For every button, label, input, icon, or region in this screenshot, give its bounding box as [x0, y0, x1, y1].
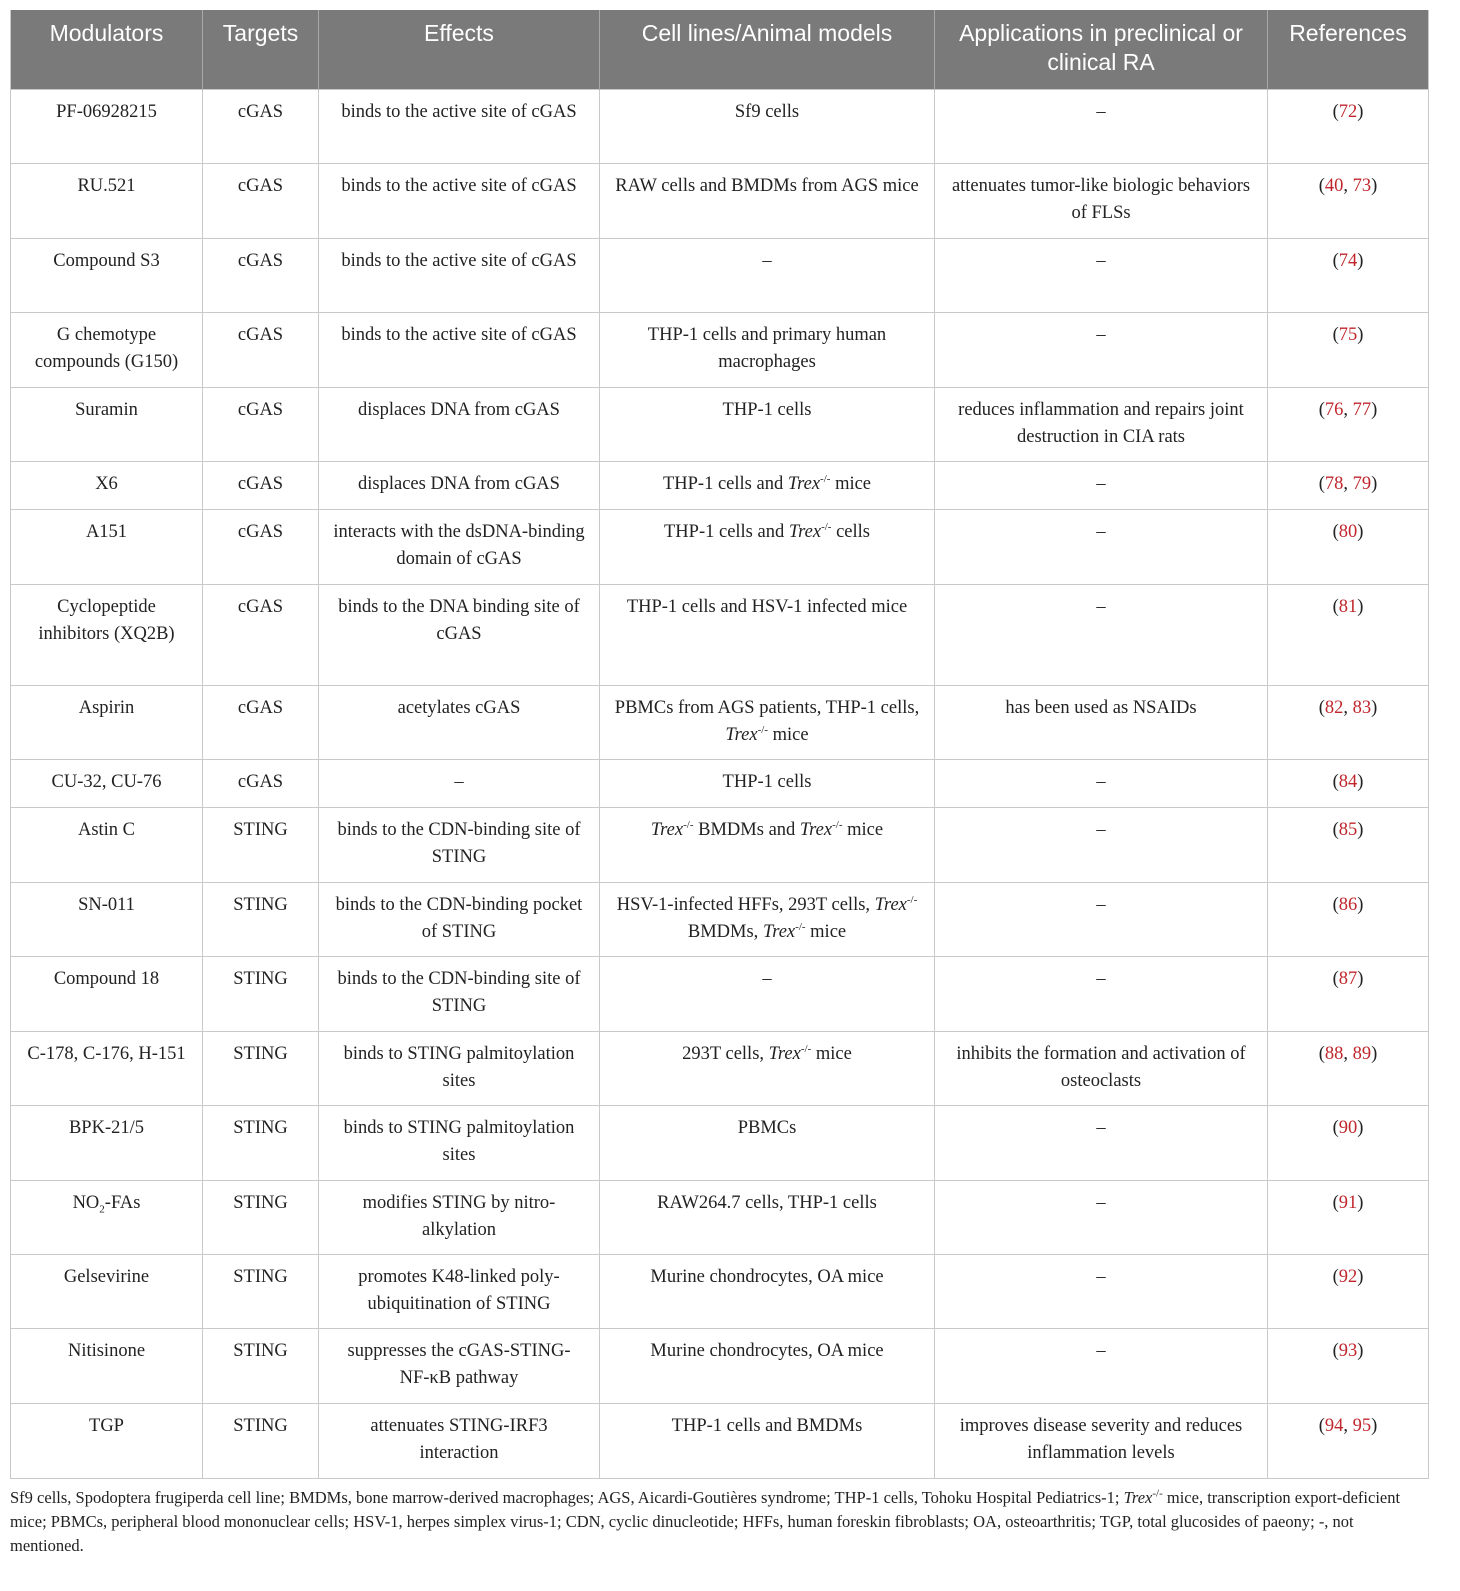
cell-references: (94, 95)	[1268, 1403, 1429, 1478]
cell-application: reduces inflammation and repairs joint destruction in CIA rats	[935, 387, 1268, 461]
cell-application: –	[935, 1180, 1268, 1254]
cell-application: –	[935, 882, 1268, 956]
table-row	[11, 89, 1429, 163]
header-cell-lines: Cell lines/Animal models	[600, 10, 935, 89]
cell-application: has been used as NSAIDs	[935, 685, 1268, 759]
cell-references: (74)	[1268, 238, 1429, 312]
reference-link[interactable]: 89	[1352, 1043, 1372, 1064]
cell-models: RAW264.7 cells, THP-1 cells	[600, 1180, 935, 1254]
cell-application: –	[935, 584, 1268, 685]
cell-effect: binds to STING palmitoylation sites	[319, 1105, 600, 1180]
reference-link[interactable]: 74	[1338, 250, 1358, 271]
cell-modulator: TGP	[11, 1403, 203, 1478]
cell-effect: binds to the active site of cGAS	[319, 312, 600, 387]
reference-link[interactable]: 84	[1338, 771, 1358, 792]
cell-models: THP-1 cells	[600, 759, 935, 807]
cell-application: –	[935, 238, 1268, 312]
cell-effect: binds to the active site of cGAS	[319, 89, 600, 163]
cell-application: –	[935, 89, 1268, 163]
cell-models: PBMCs from AGS patients, THP-1 cells, Trex-/- mice	[600, 685, 935, 759]
header-references: References	[1268, 10, 1429, 89]
cell-models: –	[600, 956, 935, 1031]
table-row	[11, 1403, 1429, 1478]
table-row	[11, 759, 1429, 807]
cell-target: STING	[203, 1031, 319, 1105]
cell-target: STING	[203, 1180, 319, 1254]
cell-modulator: RU.521	[11, 163, 203, 238]
cell-effect: binds to the active site of cGAS	[319, 163, 600, 238]
table-row	[11, 1031, 1429, 1105]
table-row	[11, 882, 1429, 956]
cell-application: –	[935, 807, 1268, 882]
cell-modulator: CU-32, CU-76	[11, 759, 203, 807]
cell-effect: –	[319, 759, 600, 807]
cell-target: STING	[203, 882, 319, 956]
cell-target: STING	[203, 1328, 319, 1403]
cell-references: (85)	[1268, 807, 1429, 882]
cell-modulator: C-178, C-176, H-151	[11, 1031, 203, 1105]
table-row	[11, 163, 1429, 238]
reference-link[interactable]: 72	[1338, 101, 1358, 122]
cell-references: (80)	[1268, 509, 1429, 584]
cell-models: THP-1 cells and BMDMs	[600, 1403, 935, 1478]
cell-target: STING	[203, 1105, 319, 1180]
cell-effect: interacts with the dsDNA-binding domain of cGAS	[319, 509, 600, 584]
cell-effect: attenuates STING-IRF3 interaction	[319, 1403, 600, 1478]
reference-link[interactable]: 94	[1324, 1415, 1344, 1436]
cell-models: 293T cells, Trex-/- mice	[600, 1031, 935, 1105]
cell-modulator: Cyclopeptide inhibitors (XQ2B)	[11, 584, 203, 685]
cell-target: cGAS	[203, 461, 319, 509]
reference-link[interactable]: 78	[1324, 473, 1344, 494]
cell-references: (75)	[1268, 312, 1429, 387]
cell-effect: binds to the CDN-binding site of STING	[319, 956, 600, 1031]
reference-link[interactable]: 86	[1338, 894, 1358, 915]
table-row	[11, 956, 1429, 1031]
cell-models: THP-1 cells and Trex-/- cells	[600, 509, 935, 584]
cell-application: –	[935, 1105, 1268, 1180]
header-row	[11, 10, 1429, 89]
cell-target: STING	[203, 1403, 319, 1478]
cell-effect: suppresses the cGAS-STING-NF-κB pathway	[319, 1328, 600, 1403]
table-footnote: Sf9 cells, Spodoptera frugiperda cell line; BMDMs, bone marrow-derived macrophages; AGS, Aicardi-Goutières syndrome; THP-1 cells, Tohoku Hospital Pediatrics-1; Trex-/- mice, transcription export-deficient mice; PBMCs, peripheral blood mononuclear cells; HSV-1, herpes simplex virus-1; CDN, cyclic dinucleotide; HFFs, human foreskin fibroblasts; OA, osteoarthritis; TGP, total glucosides of paeony; -, not mentioned.	[10, 1487, 1401, 1555]
cell-target: STING	[203, 807, 319, 882]
reference-link[interactable]: 85	[1338, 819, 1358, 840]
cell-effect: promotes K48-linked poly-ubiquitination of STING	[319, 1254, 600, 1328]
cell-application: inhibits the formation and activation of osteoclasts	[935, 1031, 1268, 1105]
cell-modulator: PF-06928215	[11, 89, 203, 163]
cell-models: Trex-/- BMDMs and Trex-/- mice	[600, 807, 935, 882]
reference-link[interactable]: 81	[1338, 596, 1358, 617]
cell-references: (78, 79)	[1268, 461, 1429, 509]
cell-models: PBMCs	[600, 1105, 935, 1180]
cell-references: (72)	[1268, 89, 1429, 163]
cell-modulator: SN-011	[11, 882, 203, 956]
cell-references: (92)	[1268, 1254, 1429, 1328]
cell-models: THP-1 cells and primary human macrophages	[600, 312, 935, 387]
cell-application: –	[935, 1328, 1268, 1403]
cell-application: improves disease severity and reduces inflammation levels	[935, 1403, 1268, 1478]
cell-models: THP-1 cells and Trex-/- mice	[600, 461, 935, 509]
table-row	[11, 461, 1429, 509]
cell-target: cGAS	[203, 238, 319, 312]
cell-target: STING	[203, 1254, 319, 1328]
cell-target: cGAS	[203, 509, 319, 584]
cell-modulator: Compound S3	[11, 238, 203, 312]
cell-references: (90)	[1268, 1105, 1429, 1180]
cell-modulator: BPK-21/5	[11, 1105, 203, 1180]
cell-effect: acetylates cGAS	[319, 685, 600, 759]
header-targets: Targets	[203, 10, 319, 89]
cell-target: cGAS	[203, 163, 319, 238]
reference-link[interactable]: 93	[1338, 1340, 1358, 1361]
table-row	[11, 509, 1429, 584]
cell-application: –	[935, 312, 1268, 387]
cell-references: (82, 83)	[1268, 685, 1429, 759]
cell-application: –	[935, 759, 1268, 807]
cell-application: –	[935, 509, 1268, 584]
reference-link[interactable]: 82	[1324, 697, 1344, 718]
cell-references: (87)	[1268, 956, 1429, 1031]
reference-link[interactable]: 91	[1338, 1192, 1358, 1213]
cell-modulator: A151	[11, 509, 203, 584]
cell-references: (88, 89)	[1268, 1031, 1429, 1105]
header-effects: Effects	[319, 10, 600, 89]
table-row	[11, 584, 1429, 685]
table-row	[11, 238, 1429, 312]
cell-application: –	[935, 461, 1268, 509]
reference-link[interactable]: 95	[1352, 1415, 1372, 1436]
reference-link[interactable]: 88	[1324, 1043, 1344, 1064]
cell-modulator: $NO_2$-FAs	[11, 1180, 203, 1254]
cell-models: Murine chondrocytes, OA mice	[600, 1328, 935, 1403]
reference-link[interactable]: 87	[1338, 968, 1358, 989]
cell-effect: modifies STING by nitro-alkylation	[319, 1180, 600, 1254]
cell-references: (86)	[1268, 882, 1429, 956]
cell-modulator: G chemotype compounds (G150)	[11, 312, 203, 387]
cell-references: (91)	[1268, 1180, 1429, 1254]
cell-target: cGAS	[203, 584, 319, 685]
cell-modulator: Aspirin	[11, 685, 203, 759]
cell-effect: displaces DNA from cGAS	[319, 461, 600, 509]
table-row	[11, 1254, 1429, 1328]
table-body	[11, 89, 1429, 1478]
cell-target: cGAS	[203, 312, 319, 387]
cell-target: cGAS	[203, 387, 319, 461]
cell-references: (76, 77)	[1268, 387, 1429, 461]
cell-target: cGAS	[203, 89, 319, 163]
cell-target: STING	[203, 956, 319, 1031]
table-row	[11, 387, 1429, 461]
cell-modulator: Compound 18	[11, 956, 203, 1031]
table-row	[11, 1328, 1429, 1403]
reference-link[interactable]: 73	[1352, 175, 1372, 196]
reference-link[interactable]: 79	[1352, 473, 1372, 494]
reference-link[interactable]: 92	[1338, 1266, 1358, 1287]
header-modulators: Modulators	[11, 10, 203, 89]
cell-effect: binds to the CDN-binding site of STING	[319, 807, 600, 882]
cell-target: cGAS	[203, 759, 319, 807]
cell-application: –	[935, 1254, 1268, 1328]
cell-models: HSV-1-infected HFFs, 293T cells, Trex-/- BMDMs, Trex-/- mice	[600, 882, 935, 956]
cell-modulator: X6	[11, 461, 203, 509]
reference-link[interactable]: 77	[1352, 399, 1372, 420]
cell-models: Murine chondrocytes, OA mice	[600, 1254, 935, 1328]
cell-models: Sf9 cells	[600, 89, 935, 163]
cell-effect: binds to the active site of cGAS	[319, 238, 600, 312]
cell-effect: binds to the CDN-binding pocket of STING	[319, 882, 600, 956]
header-applications: Applications in preclinical or clinical RA	[935, 10, 1268, 89]
cell-references: (84)	[1268, 759, 1429, 807]
cell-effect: binds to STING palmitoylation sites	[319, 1031, 600, 1105]
cell-references: (81)	[1268, 584, 1429, 685]
table-row	[11, 312, 1429, 387]
cell-models: –	[600, 238, 935, 312]
reference-link[interactable]: 75	[1338, 324, 1358, 345]
cell-effect: binds to the DNA binding site of cGAS	[319, 584, 600, 685]
cell-models: THP-1 cells and HSV-1 infected mice	[600, 584, 935, 685]
cell-models: THP-1 cells	[600, 387, 935, 461]
table-row	[11, 807, 1429, 882]
cell-application: attenuates tumor-like biologic behaviors of FLSs	[935, 163, 1268, 238]
reference-link[interactable]: 90	[1338, 1117, 1358, 1138]
cell-application: –	[935, 956, 1268, 1031]
table-row	[11, 685, 1429, 759]
cell-references: (93)	[1268, 1328, 1429, 1403]
cell-modulator: Astin C	[11, 807, 203, 882]
reference-link[interactable]: 80	[1338, 521, 1358, 542]
reference-link[interactable]: 40	[1324, 175, 1344, 196]
cell-modulator: Suramin	[11, 387, 203, 461]
cell-effect: displaces DNA from cGAS	[319, 387, 600, 461]
cell-target: cGAS	[203, 685, 319, 759]
reference-link[interactable]: 83	[1352, 697, 1372, 718]
table-row	[11, 1105, 1429, 1180]
reference-link[interactable]: 76	[1324, 399, 1344, 420]
cell-references: (40, 73)	[1268, 163, 1429, 238]
modulators-table	[10, 10, 1428, 1479]
cell-models: RAW cells and BMDMs from AGS mice	[600, 163, 935, 238]
cell-modulator: Nitisinone	[11, 1328, 203, 1403]
table-row	[11, 1180, 1429, 1254]
cell-modulator: Gelsevirine	[11, 1254, 203, 1328]
